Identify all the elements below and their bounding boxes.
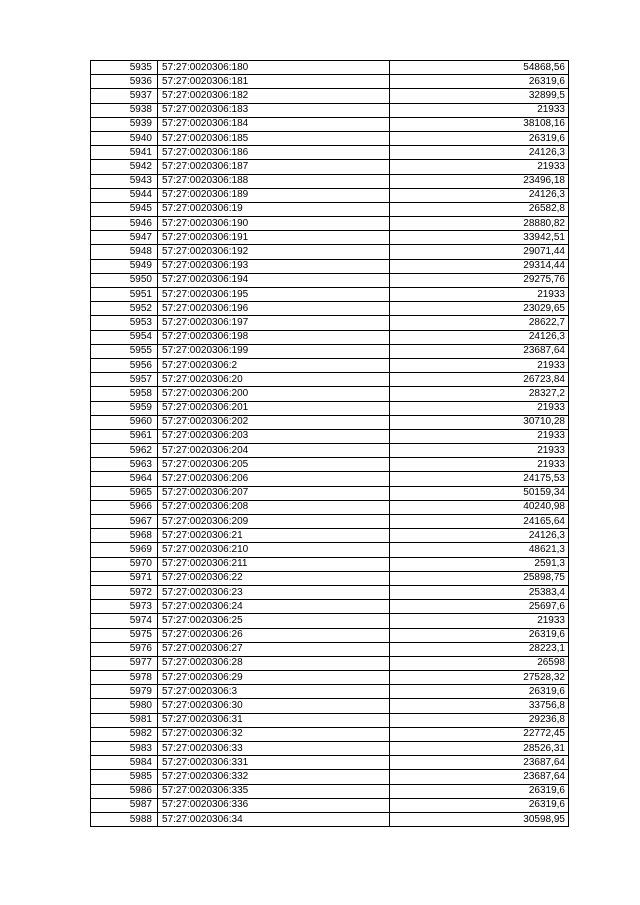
cadastral-number-cell: 57:27:0020306:27 — [158, 642, 390, 656]
value-cell: 27528,32 — [390, 671, 569, 685]
row-number-cell: 5936 — [91, 75, 158, 89]
cadastral-number-cell: 57:27:0020306:22 — [158, 571, 390, 585]
value-cell: 25898,75 — [390, 571, 569, 585]
value-cell: 21933 — [390, 614, 569, 628]
table-row — [91, 316, 569, 330]
table-row — [91, 515, 569, 529]
table-row — [91, 131, 569, 145]
cadastral-number-cell: 57:27:0020306:202 — [158, 415, 390, 429]
cadastral-number-cell: 57:27:0020306:32 — [158, 727, 390, 741]
cadastral-number-cell: 57:27:0020306:34 — [158, 812, 390, 826]
table-row — [91, 245, 569, 259]
cadastral-number-cell: 57:27:0020306:208 — [158, 500, 390, 514]
table-row — [91, 75, 569, 89]
table-row — [91, 656, 569, 670]
value-cell: 24175,53 — [390, 472, 569, 486]
cadastral-number-cell: 57:27:0020306:195 — [158, 288, 390, 302]
table-row — [91, 387, 569, 401]
value-cell: 2591,3 — [390, 557, 569, 571]
row-number-cell: 5982 — [91, 727, 158, 741]
cadastral-number-cell: 57:27:0020306:31 — [158, 713, 390, 727]
cadastral-number-cell: 57:27:0020306:335 — [158, 784, 390, 798]
row-number-cell: 5974 — [91, 614, 158, 628]
row-number-cell: 5976 — [91, 642, 158, 656]
row-number-cell: 5943 — [91, 174, 158, 188]
cadastral-number-cell: 57:27:0020306:26 — [158, 628, 390, 642]
cadastral-number-cell: 57:27:0020306:204 — [158, 444, 390, 458]
table-row — [91, 699, 569, 713]
value-cell: 23029,65 — [390, 302, 569, 316]
table-row — [91, 401, 569, 415]
row-number-cell: 5952 — [91, 302, 158, 316]
value-cell: 54868,56 — [390, 61, 569, 75]
row-number-cell: 5964 — [91, 472, 158, 486]
value-cell: 21933 — [390, 401, 569, 415]
table-row — [91, 160, 569, 174]
table-row — [91, 543, 569, 557]
value-cell: 29314,44 — [390, 259, 569, 273]
cadastral-number-cell: 57:27:0020306:190 — [158, 217, 390, 231]
row-number-cell: 5941 — [91, 146, 158, 160]
cadastral-number-cell: 57:27:0020306:205 — [158, 458, 390, 472]
value-cell: 22772,45 — [390, 727, 569, 741]
value-cell: 26582,8 — [390, 202, 569, 216]
table-row — [91, 585, 569, 599]
row-number-cell: 5988 — [91, 812, 158, 826]
value-cell: 29236,8 — [390, 713, 569, 727]
row-number-cell: 5959 — [91, 401, 158, 415]
row-number-cell: 5946 — [91, 217, 158, 231]
row-number-cell: 5978 — [91, 671, 158, 685]
cadastral-number-cell: 57:27:0020306:331 — [158, 756, 390, 770]
value-cell: 26319,6 — [390, 131, 569, 145]
table-row — [91, 628, 569, 642]
table-body — [91, 61, 569, 827]
cadastral-number-cell: 57:27:0020306:200 — [158, 387, 390, 401]
value-cell: 24126,3 — [390, 188, 569, 202]
row-number-cell: 5940 — [91, 131, 158, 145]
table-row — [91, 344, 569, 358]
row-number-cell: 5984 — [91, 756, 158, 770]
cadastral-number-cell: 57:27:0020306:191 — [158, 231, 390, 245]
table-row — [91, 444, 569, 458]
table-row — [91, 358, 569, 372]
cadastral-number-cell: 57:27:0020306:206 — [158, 472, 390, 486]
table-row — [91, 472, 569, 486]
value-cell: 26319,6 — [390, 685, 569, 699]
row-number-cell: 5983 — [91, 742, 158, 756]
row-number-cell: 5947 — [91, 231, 158, 245]
cadastral-number-cell: 57:27:0020306:19 — [158, 202, 390, 216]
cadastral-number-cell: 57:27:0020306:189 — [158, 188, 390, 202]
value-cell: 33756,8 — [390, 699, 569, 713]
row-number-cell: 5963 — [91, 458, 158, 472]
cadastral-number-cell: 57:27:0020306:196 — [158, 302, 390, 316]
cadastral-value-table — [90, 60, 569, 827]
table-row — [91, 188, 569, 202]
table-row — [91, 770, 569, 784]
cadastral-number-cell: 57:27:0020306:180 — [158, 61, 390, 75]
value-cell: 28526,31 — [390, 742, 569, 756]
table-row — [91, 742, 569, 756]
value-cell: 21933 — [390, 458, 569, 472]
value-cell: 21933 — [390, 160, 569, 174]
table-row — [91, 117, 569, 131]
value-cell: 33942,51 — [390, 231, 569, 245]
table-row — [91, 302, 569, 316]
row-number-cell: 5958 — [91, 387, 158, 401]
table-row — [91, 429, 569, 443]
value-cell: 25697,6 — [390, 600, 569, 614]
value-cell: 28880,82 — [390, 217, 569, 231]
table-row — [91, 600, 569, 614]
row-number-cell: 5987 — [91, 798, 158, 812]
value-cell: 21933 — [390, 429, 569, 443]
table-row — [91, 373, 569, 387]
table-row — [91, 529, 569, 543]
cadastral-number-cell: 57:27:0020306:192 — [158, 245, 390, 259]
row-number-cell: 5939 — [91, 117, 158, 131]
row-number-cell: 5967 — [91, 515, 158, 529]
cadastral-number-cell: 57:27:0020306:33 — [158, 742, 390, 756]
value-cell: 28223,1 — [390, 642, 569, 656]
cadastral-number-cell: 57:27:0020306:194 — [158, 273, 390, 287]
row-number-cell: 5937 — [91, 89, 158, 103]
value-cell: 26319,6 — [390, 784, 569, 798]
value-cell: 26319,6 — [390, 75, 569, 89]
table-row — [91, 713, 569, 727]
table-row — [91, 146, 569, 160]
cadastral-number-cell: 57:27:0020306:21 — [158, 529, 390, 543]
table-row — [91, 727, 569, 741]
cadastral-number-cell: 57:27:0020306:187 — [158, 160, 390, 174]
cadastral-number-cell: 57:27:0020306:183 — [158, 103, 390, 117]
value-cell: 30710,28 — [390, 415, 569, 429]
row-number-cell: 5979 — [91, 685, 158, 699]
table-row — [91, 174, 569, 188]
row-number-cell: 5966 — [91, 500, 158, 514]
table-row — [91, 685, 569, 699]
cadastral-number-cell: 57:27:0020306:197 — [158, 316, 390, 330]
cadastral-number-cell: 57:27:0020306:182 — [158, 89, 390, 103]
cadastral-number-cell: 57:27:0020306:186 — [158, 146, 390, 160]
value-cell: 26598 — [390, 656, 569, 670]
cadastral-number-cell: 57:27:0020306:198 — [158, 330, 390, 344]
table-row — [91, 89, 569, 103]
row-number-cell: 5985 — [91, 770, 158, 784]
cadastral-number-cell: 57:27:0020306:184 — [158, 117, 390, 131]
row-number-cell: 5938 — [91, 103, 158, 117]
table-row — [91, 458, 569, 472]
value-cell: 23496,18 — [390, 174, 569, 188]
value-cell: 23687,64 — [390, 756, 569, 770]
value-cell: 24126,3 — [390, 529, 569, 543]
row-number-cell: 5948 — [91, 245, 158, 259]
table-row — [91, 103, 569, 117]
table-row — [91, 217, 569, 231]
cadastral-number-cell: 57:27:0020306:210 — [158, 543, 390, 557]
row-number-cell: 5956 — [91, 358, 158, 372]
value-cell: 26319,6 — [390, 628, 569, 642]
row-number-cell: 5957 — [91, 373, 158, 387]
cadastral-number-cell: 57:27:0020306:185 — [158, 131, 390, 145]
value-cell: 29275,76 — [390, 273, 569, 287]
table-row — [91, 784, 569, 798]
row-number-cell: 5950 — [91, 273, 158, 287]
row-number-cell: 5962 — [91, 444, 158, 458]
row-number-cell: 5968 — [91, 529, 158, 543]
row-number-cell: 5969 — [91, 543, 158, 557]
table-row — [91, 756, 569, 770]
cadastral-number-cell: 57:27:0020306:188 — [158, 174, 390, 188]
row-number-cell: 5980 — [91, 699, 158, 713]
row-number-cell: 5951 — [91, 288, 158, 302]
cadastral-number-cell: 57:27:0020306:23 — [158, 585, 390, 599]
cadastral-number-cell: 57:27:0020306:209 — [158, 515, 390, 529]
value-cell: 23687,64 — [390, 344, 569, 358]
value-cell: 26319,6 — [390, 798, 569, 812]
cadastral-number-cell: 57:27:0020306:332 — [158, 770, 390, 784]
table-row — [91, 557, 569, 571]
cadastral-number-cell: 57:27:0020306:25 — [158, 614, 390, 628]
row-number-cell: 5973 — [91, 600, 158, 614]
table-row — [91, 614, 569, 628]
row-number-cell: 5965 — [91, 486, 158, 500]
value-cell: 21933 — [390, 444, 569, 458]
table-row — [91, 330, 569, 344]
value-cell: 40240,98 — [390, 500, 569, 514]
row-number-cell: 5944 — [91, 188, 158, 202]
table-row — [91, 288, 569, 302]
table-row — [91, 61, 569, 75]
row-number-cell: 5942 — [91, 160, 158, 174]
row-number-cell: 5961 — [91, 429, 158, 443]
row-number-cell: 5981 — [91, 713, 158, 727]
value-cell: 23687,64 — [390, 770, 569, 784]
cadastral-number-cell: 57:27:0020306:3 — [158, 685, 390, 699]
row-number-cell: 5945 — [91, 202, 158, 216]
row-number-cell: 5986 — [91, 784, 158, 798]
cadastral-number-cell: 57:27:0020306:199 — [158, 344, 390, 358]
table-row — [91, 798, 569, 812]
value-cell: 38108,16 — [390, 117, 569, 131]
cadastral-number-cell: 57:27:0020306:30 — [158, 699, 390, 713]
row-number-cell: 5949 — [91, 259, 158, 273]
cadastral-number-cell: 57:27:0020306:207 — [158, 486, 390, 500]
table-row — [91, 273, 569, 287]
value-cell: 32899,5 — [390, 89, 569, 103]
table-row — [91, 571, 569, 585]
table-row — [91, 202, 569, 216]
row-number-cell: 5954 — [91, 330, 158, 344]
table-row — [91, 671, 569, 685]
value-cell: 26723,84 — [390, 373, 569, 387]
row-number-cell: 5955 — [91, 344, 158, 358]
row-number-cell: 5953 — [91, 316, 158, 330]
row-number-cell: 5960 — [91, 415, 158, 429]
value-cell: 48621,3 — [390, 543, 569, 557]
value-cell: 24165,64 — [390, 515, 569, 529]
row-number-cell: 5935 — [91, 61, 158, 75]
cadastral-number-cell: 57:27:0020306:211 — [158, 557, 390, 571]
value-cell: 29071,44 — [390, 245, 569, 259]
table-row — [91, 642, 569, 656]
value-cell: 21933 — [390, 288, 569, 302]
row-number-cell: 5977 — [91, 656, 158, 670]
row-number-cell: 5970 — [91, 557, 158, 571]
cadastral-number-cell: 57:27:0020306:181 — [158, 75, 390, 89]
table-row — [91, 259, 569, 273]
cadastral-number-cell: 57:27:0020306:20 — [158, 373, 390, 387]
cadastral-number-cell: 57:27:0020306:2 — [158, 358, 390, 372]
cadastral-number-cell: 57:27:0020306:29 — [158, 671, 390, 685]
row-number-cell: 5971 — [91, 571, 158, 585]
table-row — [91, 415, 569, 429]
value-cell: 24126,3 — [390, 146, 569, 160]
table-row — [91, 486, 569, 500]
row-number-cell: 5975 — [91, 628, 158, 642]
value-cell: 25383,4 — [390, 585, 569, 599]
value-cell: 21933 — [390, 358, 569, 372]
cadastral-number-cell: 57:27:0020306:201 — [158, 401, 390, 415]
cadastral-number-cell: 57:27:0020306:24 — [158, 600, 390, 614]
table-row — [91, 812, 569, 826]
value-cell: 30598,95 — [390, 812, 569, 826]
value-cell: 21933 — [390, 103, 569, 117]
table-row — [91, 500, 569, 514]
cadastral-number-cell: 57:27:0020306:336 — [158, 798, 390, 812]
cadastral-number-cell: 57:27:0020306:193 — [158, 259, 390, 273]
value-cell: 28327,2 — [390, 387, 569, 401]
cadastral-number-cell: 57:27:0020306:203 — [158, 429, 390, 443]
cadastral-number-cell: 57:27:0020306:28 — [158, 656, 390, 670]
value-cell: 28622,7 — [390, 316, 569, 330]
table-row — [91, 231, 569, 245]
value-cell: 24126,3 — [390, 330, 569, 344]
row-number-cell: 5972 — [91, 585, 158, 599]
value-cell: 50159,34 — [390, 486, 569, 500]
